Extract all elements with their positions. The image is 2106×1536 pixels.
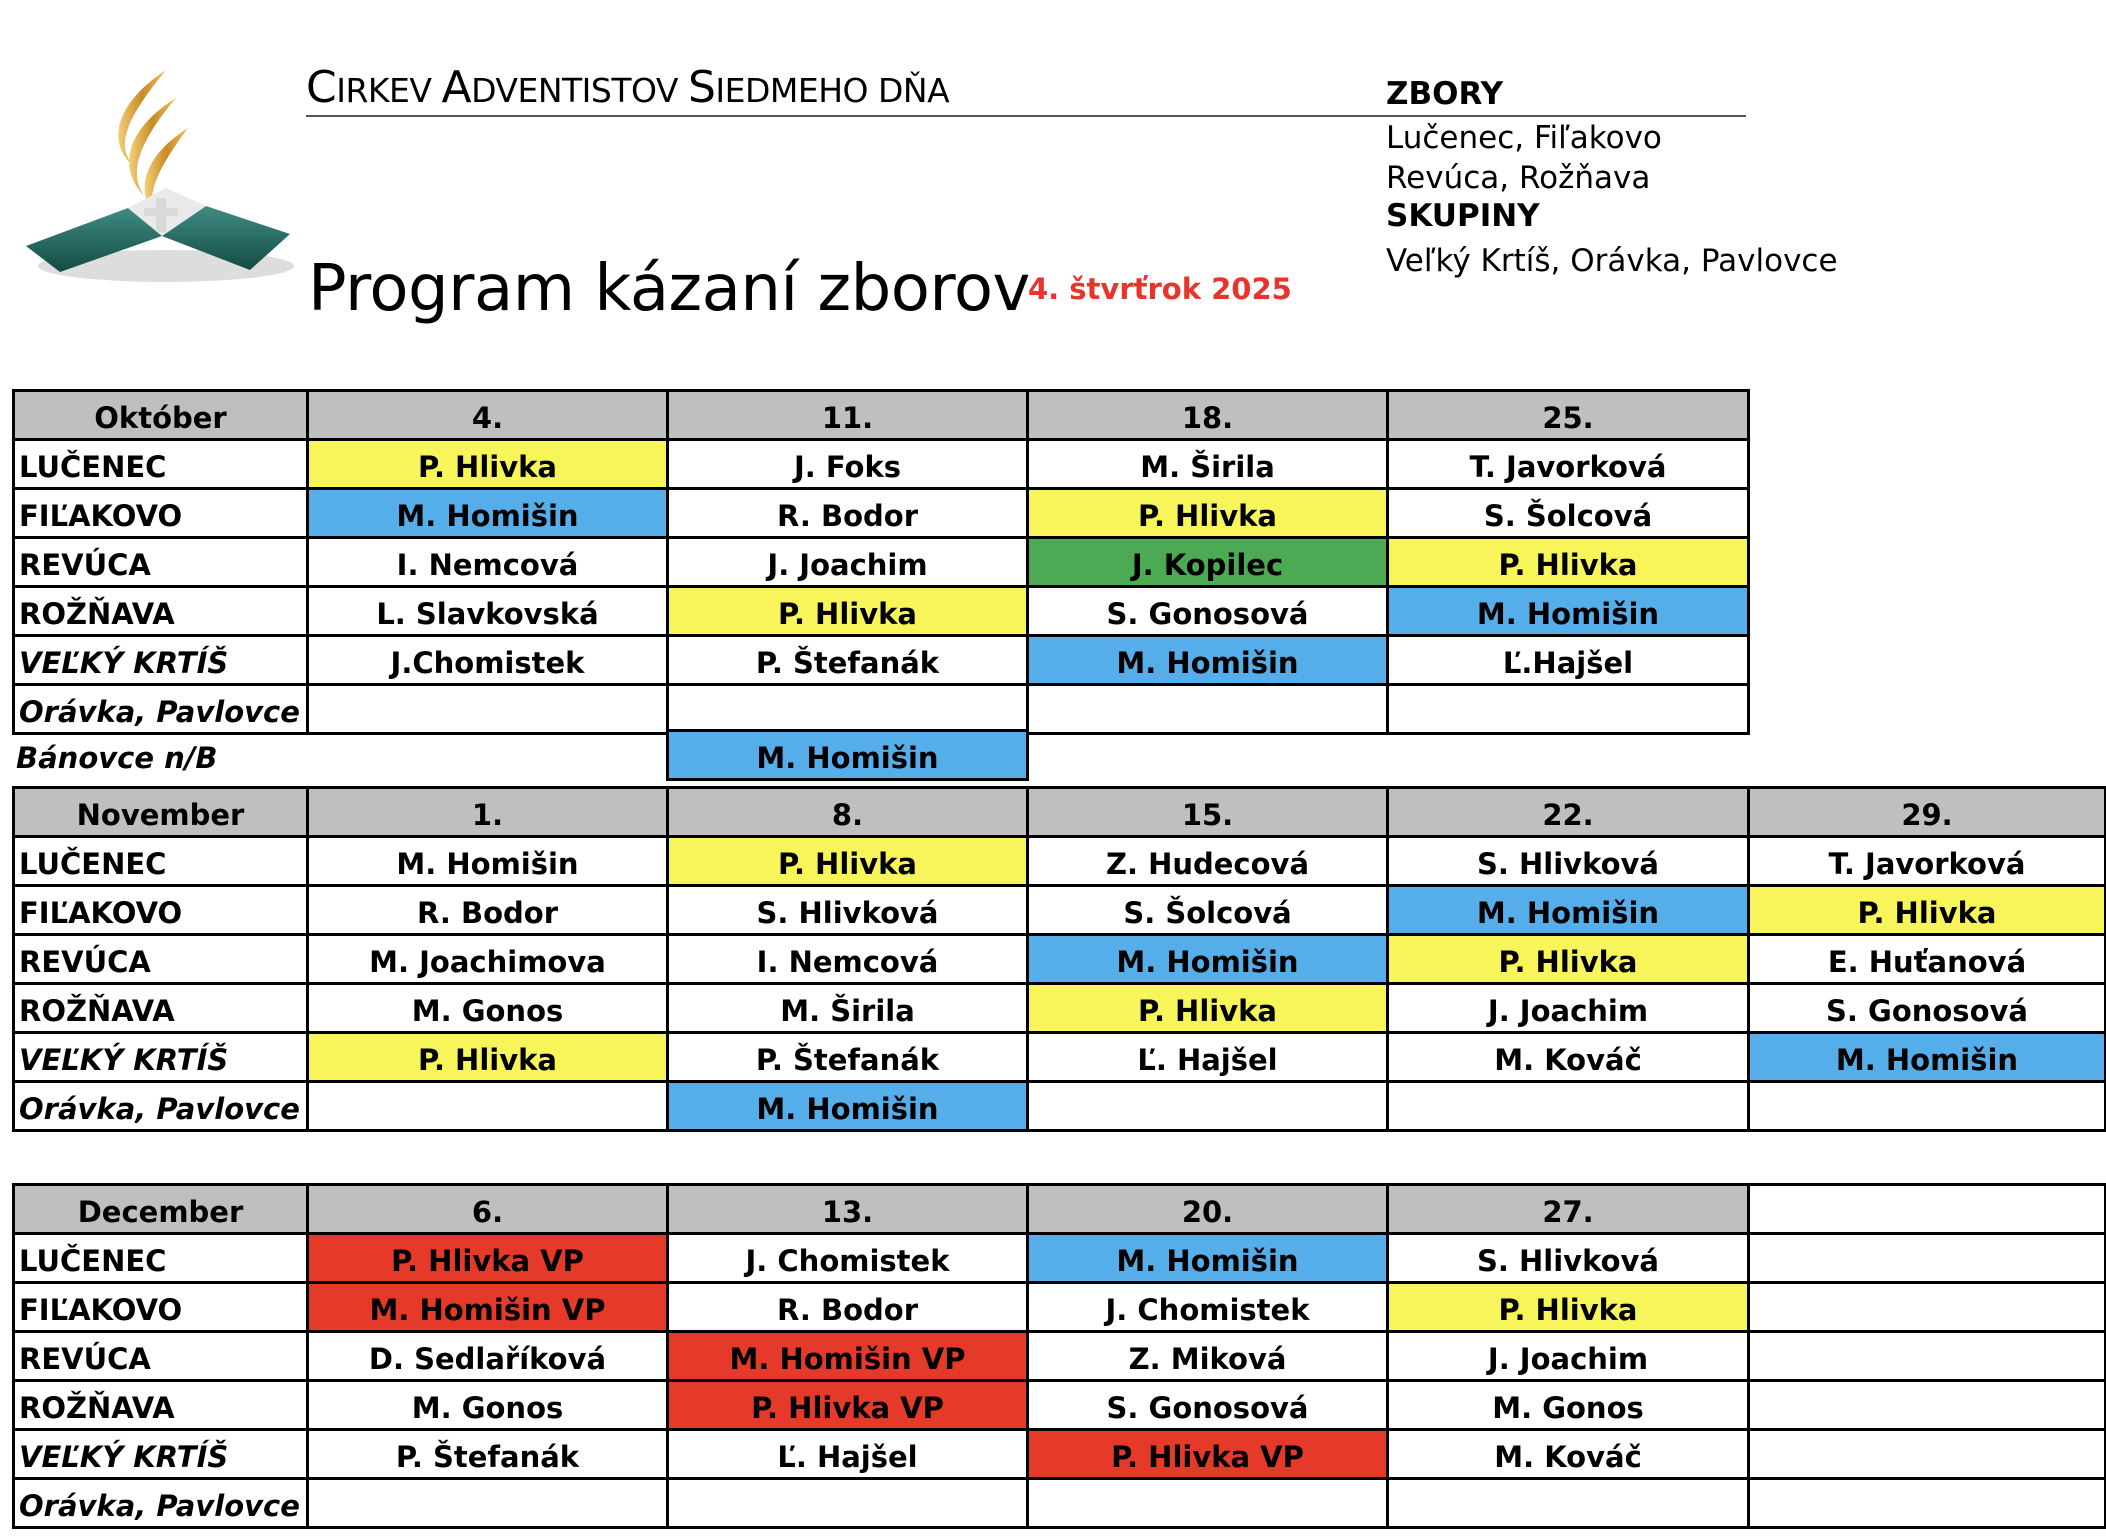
congregation-label: LUČENEC [12,438,309,490]
december-date-header: 27. [1386,1183,1750,1235]
schedule-cell: Ľ. Hajšel [666,1428,1029,1480]
schedule-cell: M. Gonos [306,1379,669,1431]
schedule-cell: M. Gonos [1386,1379,1750,1431]
schedule-cell [1026,1080,1389,1132]
schedule-cell: M. Homišin [1026,933,1389,985]
schedule-cell [1747,1477,2106,1529]
schedule-cell: P. Hlivka VP [306,1232,669,1284]
congregation-label: LUČENEC [12,1232,309,1284]
congregation-label: ROŽŇAVA [12,982,309,1034]
schedule-cell: P. Hlivka [666,585,1029,637]
schedule-cell: M. Homišin [1747,1031,2106,1083]
schedule-cell: J. Kopilec [1026,536,1389,588]
zbory-line-2: Revúca, Rožňava [1386,160,1651,196]
schedule-cell [306,1477,669,1529]
schedule-cell: P. Hlivka [666,835,1029,887]
zbory-heading: ZBORY [1386,76,1504,112]
december-date-header: 13. [666,1183,1029,1235]
schedule-cell [1747,1379,2106,1431]
banovce-cell: M. Homišin [666,729,1029,781]
schedule-cell: P. Hlivka [1386,536,1750,588]
schedule-cell: M. Homišin [1386,585,1750,637]
schedule-cell: R. Bodor [666,1281,1029,1333]
congregation-label: Orávka, Pavlovce [12,1080,309,1132]
congregation-label: Orávka, Pavlovce [12,1477,309,1529]
schedule-cell: J. Chomistek [666,1232,1029,1284]
november-date-header: 8. [666,786,1029,838]
october-month-header: Október [12,389,309,441]
congregation-label: VEĽKÝ KRTÍŠ [12,634,309,686]
november-month-header: November [12,786,309,838]
schedule-cell [1386,1477,1750,1529]
november-date-header: 29. [1747,786,2106,838]
schedule-cell: M. Homišin [666,1080,1029,1132]
congregation-label: FIĽAKOVO [12,487,309,539]
schedule-cell: J. Joachim [1386,1330,1750,1382]
quarter-label: 4. štvrťrok 2025 [1028,272,1292,306]
october-date-header: 11. [666,389,1029,441]
schedule-cell [1747,1330,2106,1382]
schedule-cell: M. Homišin [306,487,669,539]
schedule-cell [306,683,669,735]
schedule-cell: T. Javorková [1386,438,1750,490]
schedule-cell [1747,1080,2106,1132]
schedule-cell: Z. Hudecová [1026,835,1389,887]
schedule-cell: S. Šolcová [1026,884,1389,936]
schedule-cell: M. Širila [666,982,1029,1034]
schedule-cell: S. Gonosová [1747,982,2106,1034]
schedule-cell: P. Hlivka [1386,933,1750,985]
schedule-cell: R. Bodor [306,884,669,936]
schedule-cell: M. Homišin VP [306,1281,669,1333]
schedule-cell: S. Gonosová [1026,585,1389,637]
schedule-cell: P. Štefanák [306,1428,669,1480]
schedule-cell: M. Gonos [306,982,669,1034]
schedule-cell: M. Kováč [1386,1428,1750,1480]
congregation-label: FIĽAKOVO [12,1281,309,1333]
schedule-cell: M. Homišin VP [666,1330,1029,1382]
schedule-cell: P. Hlivka [1026,982,1389,1034]
congregation-label: ROŽŇAVA [12,585,309,637]
congregation-label: REVÚCA [12,536,309,588]
schedule-cell: P. Hlivka VP [1026,1428,1389,1480]
november-date-header: 22. [1386,786,1750,838]
schedule-cell: I. Nemcová [306,536,669,588]
schedule-cell: P. Hlivka VP [666,1379,1029,1431]
schedule-cell [1026,683,1389,735]
congregation-label: REVÚCA [12,933,309,985]
organization-title: CIRKEV ADVENTISTOV SIEDMEHO DŇA [306,62,950,113]
schedule-cell: P. Štefanák [666,634,1029,686]
schedule-cell [1386,1080,1750,1132]
congregation-label: REVÚCA [12,1330,309,1382]
schedule-cell: E. Huťanová [1747,933,2106,985]
schedule-cell: S. Hlivková [1386,835,1750,887]
december-month-header: December [12,1183,309,1235]
december-date-header: 20. [1026,1183,1389,1235]
header-divider [306,115,1746,117]
schedule-cell: P. Hlivka [306,438,669,490]
church-logo-icon [16,58,298,290]
banovce-label: Bánovce n/B [16,741,218,775]
december-date-header [1747,1183,2106,1235]
congregation-label: LUČENEC [12,835,309,887]
schedule-cell: Z. Miková [1026,1330,1389,1382]
schedule-cell: S. Hlivková [1386,1232,1750,1284]
schedule-cell: Ľ. Hajšel [1026,1031,1389,1083]
schedule-cell: J.Chomistek [306,634,669,686]
schedule-cell: P. Hlivka [306,1031,669,1083]
schedule-cell: M. Širila [1026,438,1389,490]
schedule-cell: J. Chomistek [1026,1281,1389,1333]
schedule-cell: M. Homišin [306,835,669,887]
schedule-cell: P. Hlivka [1026,487,1389,539]
schedule-cell [1747,1232,2106,1284]
schedule-cell [306,1080,669,1132]
october-date-header: 18. [1026,389,1389,441]
schedule-cell [1026,1477,1389,1529]
schedule-cell: S. Šolcová [1386,487,1750,539]
schedule-cell [666,683,1029,735]
schedule-cell: J. Foks [666,438,1029,490]
schedule-cell: L. Slavkovská [306,585,669,637]
schedule-cell [1747,1428,2106,1480]
schedule-cell: J. Joachim [666,536,1029,588]
schedule-cell: R. Bodor [666,487,1029,539]
schedule-cell: M. Homišin [1026,1232,1389,1284]
congregation-label: ROŽŇAVA [12,1379,309,1431]
october-date-header: 4. [306,389,669,441]
november-date-header: 15. [1026,786,1389,838]
schedule-cell: S. Gonosová [1026,1379,1389,1431]
schedule-cell [1386,683,1750,735]
skupiny-heading: SKUPINY [1386,198,1540,234]
schedule-cell: M. Homišin [1026,634,1389,686]
schedule-cell: Ľ.Hajšel [1386,634,1750,686]
schedule-cell: P. Hlivka [1386,1281,1750,1333]
schedule-cell [666,1477,1029,1529]
congregation-label: FIĽAKOVO [12,884,309,936]
congregation-label: Orávka, Pavlovce [12,683,309,735]
skupiny-line-1: Veľký Krtíš, Orávka, Pavlovce [1386,243,1838,279]
congregation-label: VEĽKÝ KRTÍŠ [12,1031,309,1083]
schedule-cell: M. Homišin [1386,884,1750,936]
schedule-cell: S. Hlivková [666,884,1029,936]
november-date-header: 1. [306,786,669,838]
congregation-label: VEĽKÝ KRTÍŠ [12,1428,309,1480]
schedule-cell: P. Hlivka [1747,884,2106,936]
schedule-cell: M. Joachimova [306,933,669,985]
schedule-cell [1747,1281,2106,1333]
zbory-line-1: Lučenec, Fiľakovo [1386,120,1662,156]
page-title: Program kázaní zborov [308,252,1030,326]
schedule-cell: I. Nemcová [666,933,1029,985]
december-date-header: 6. [306,1183,669,1235]
schedule-cell: M. Kováč [1386,1031,1750,1083]
schedule-cell: D. Sedlaříková [306,1330,669,1382]
october-date-header: 25. [1386,389,1750,441]
schedule-cell: J. Joachim [1386,982,1750,1034]
schedule-cell: T. Javorková [1747,835,2106,887]
schedule-cell: P. Štefanák [666,1031,1029,1083]
